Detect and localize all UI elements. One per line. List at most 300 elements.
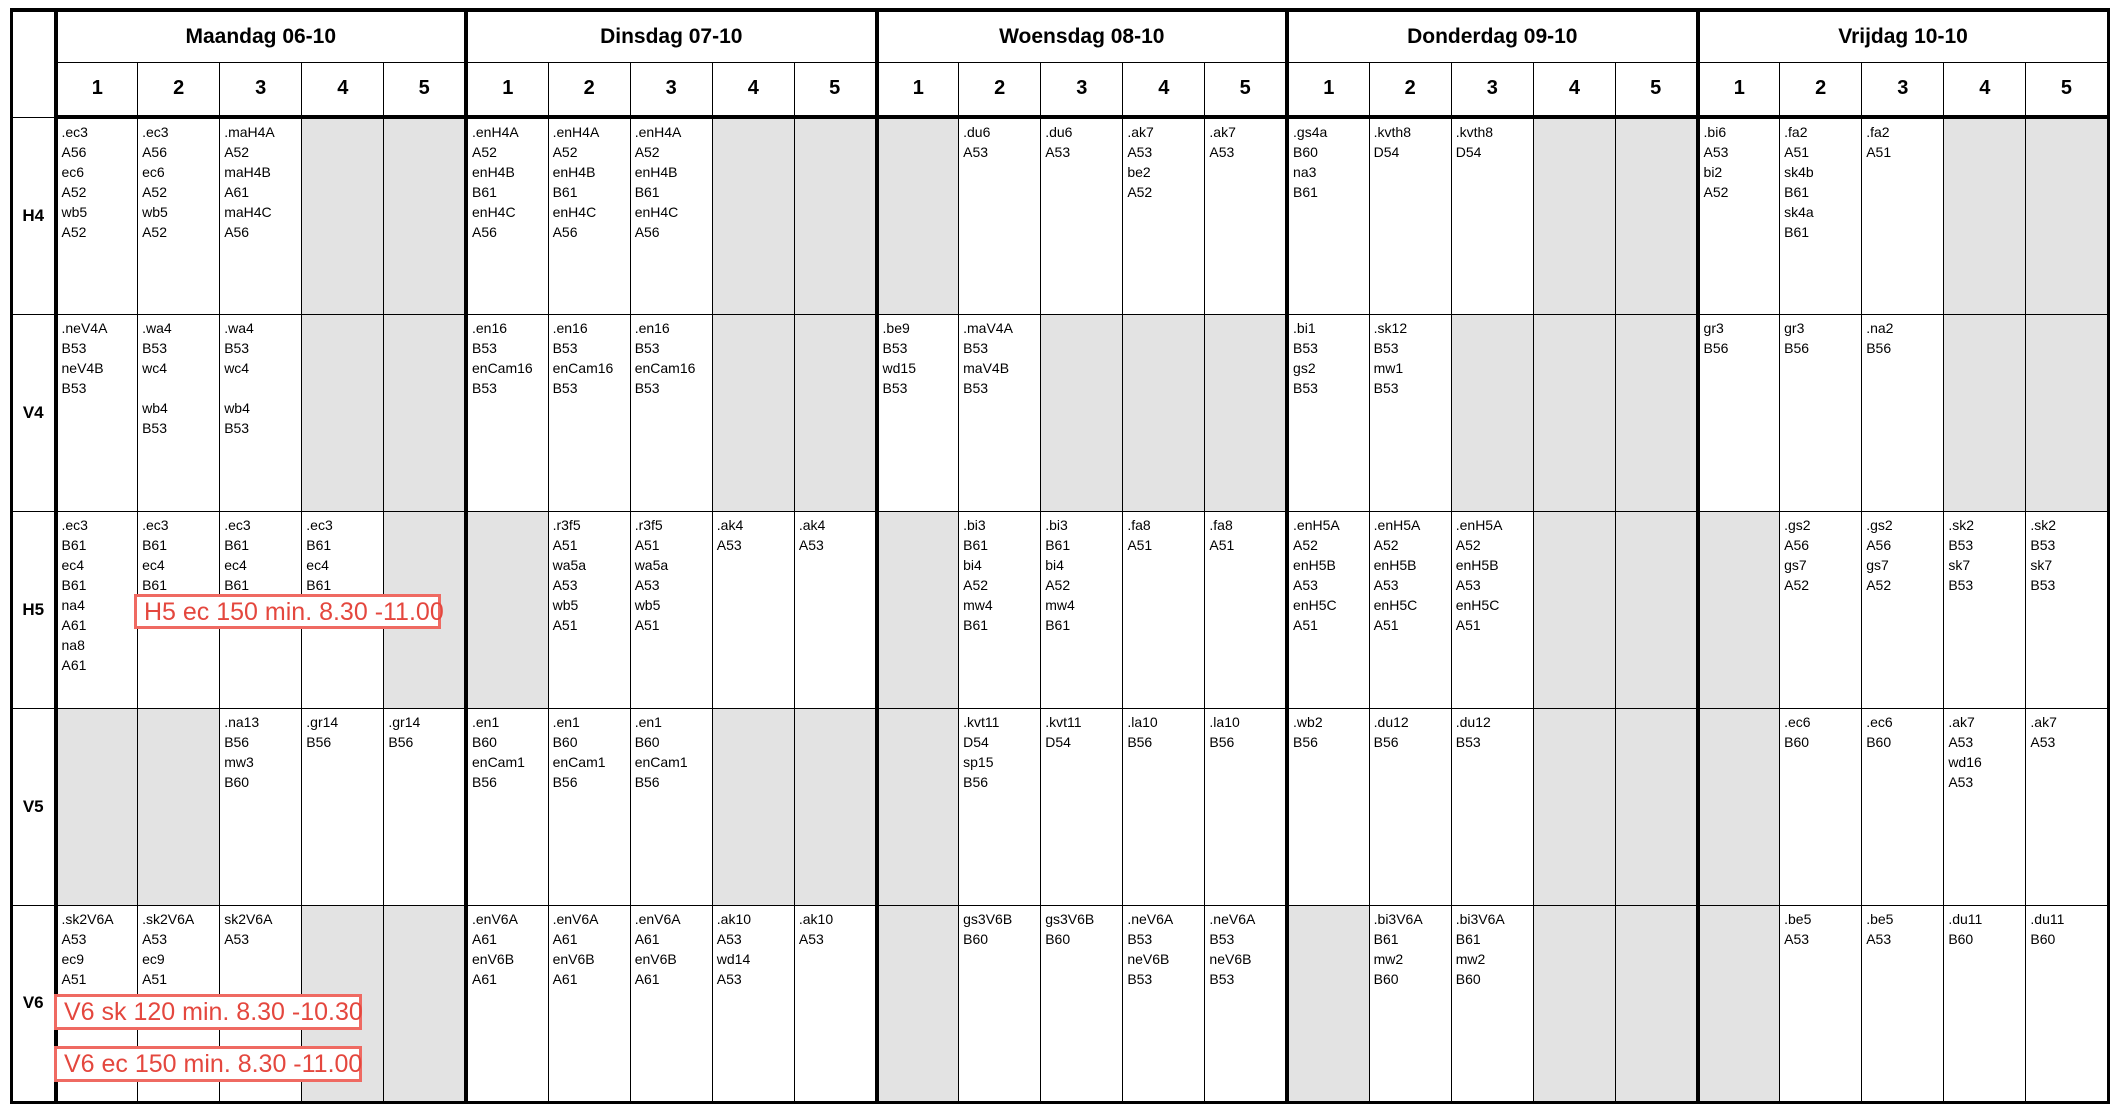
- exam-code: mw4: [1045, 596, 1075, 613]
- room-code: D54: [963, 733, 989, 750]
- room-code: A52: [1127, 184, 1153, 200]
- exam-code: bi4: [963, 556, 982, 573]
- exam-entry: [1293, 318, 1369, 358]
- period-number: 5: [1205, 62, 1287, 117]
- room-code: B56: [472, 773, 497, 790]
- room-code: A53: [1455, 576, 1481, 593]
- room-code: A52: [1045, 576, 1071, 593]
- exam-code: .du12: [1455, 713, 1491, 730]
- empty-slot: [2026, 117, 2108, 314]
- exam-code: ec4: [142, 556, 165, 573]
- room-code: B53: [1455, 733, 1481, 750]
- exam-slot: [1780, 314, 1862, 511]
- room-code: A61: [61, 656, 87, 673]
- exam-entry: [1374, 122, 1451, 162]
- exam-code: .kvth8: [1455, 124, 1494, 140]
- exam-entry: [62, 555, 138, 595]
- exam-entry: [1948, 712, 2025, 752]
- room-code: B53: [1373, 379, 1399, 396]
- room-code: B53: [882, 379, 908, 396]
- exam-code: wd14: [716, 950, 751, 967]
- exam-entry: [635, 712, 712, 752]
- exam-entry: [1456, 712, 1533, 752]
- exam-slot: [1287, 117, 1369, 314]
- exam-entry: [62, 318, 138, 358]
- exam-code: .wa4: [224, 319, 254, 336]
- exam-code: wb5: [142, 204, 168, 220]
- exam-entry: [142, 555, 219, 595]
- exam-code: .neV6A: [1127, 910, 1174, 927]
- exam-code: .be5: [1866, 910, 1894, 927]
- exam-code: .en1: [634, 713, 662, 730]
- exam-slot: [1780, 708, 1862, 905]
- empty-slot: [56, 708, 138, 905]
- exam-entry: [553, 162, 630, 202]
- room-code: B61: [61, 576, 87, 593]
- room-code: B61: [552, 184, 578, 200]
- exam-code: .bi3V6A: [1373, 910, 1423, 927]
- empty-slot: [1533, 117, 1615, 314]
- exam-slot: [220, 117, 302, 314]
- exam-entry: [1784, 909, 1861, 949]
- period-number: 1: [877, 62, 959, 117]
- exam-code: .kvth8: [1373, 124, 1411, 140]
- exam-entry: [1293, 555, 1369, 595]
- exam-schedule-table: [10, 8, 2110, 1104]
- exam-entry: [1374, 515, 1451, 555]
- exam-entry: [142, 358, 219, 398]
- exam-entry: [1045, 595, 1122, 635]
- room-code: A61: [61, 616, 87, 633]
- exam-entry: [635, 515, 712, 555]
- exam-entry: [553, 318, 630, 358]
- empty-slot: [1615, 708, 1697, 905]
- exam-code: maH4B: [224, 164, 271, 180]
- exam-code: wc4: [142, 359, 167, 376]
- exam-entry: [1948, 515, 2025, 555]
- room-code: B60: [1784, 733, 1810, 750]
- day-header: Woensdag 08-10: [877, 10, 1288, 62]
- exam-entry: [963, 712, 1040, 752]
- room-code: B53: [1948, 536, 1974, 553]
- room-code: A53: [2030, 733, 2056, 750]
- exam-code: .la10: [1127, 713, 1158, 730]
- exam-slot: [959, 511, 1041, 708]
- exam-entry: [635, 555, 712, 595]
- exam-entry: [1293, 712, 1369, 752]
- empty-slot: [138, 708, 220, 905]
- exam-entry: [472, 122, 548, 162]
- room-code: B56: [963, 773, 989, 790]
- exam-entry: [224, 202, 301, 242]
- exam-code: gs7: [1866, 556, 1889, 573]
- exam-slot: [630, 905, 712, 1102]
- class-row: [12, 314, 2109, 511]
- room-code: A56: [1784, 536, 1810, 553]
- exam-entry: [1784, 202, 1861, 242]
- period-number: 5: [2026, 62, 2108, 117]
- period-header-row: [12, 62, 2109, 117]
- exam-code: mw2: [1455, 950, 1486, 967]
- exam-slot: [1205, 905, 1287, 1102]
- empty-slot: [384, 314, 466, 511]
- room-code: A51: [1127, 536, 1153, 553]
- class-row-label: V5: [12, 708, 56, 905]
- exam-code: ec9: [61, 950, 85, 967]
- exam-code: enCam16: [472, 359, 533, 376]
- exam-code: .fa2: [1866, 124, 1890, 140]
- room-code: A53: [61, 930, 87, 947]
- empty-slot: [877, 117, 959, 314]
- exam-entry: [2030, 515, 2106, 555]
- room-code: B53: [61, 379, 87, 396]
- exam-entry: [635, 318, 712, 358]
- exam-code: .ec6: [1784, 713, 1811, 730]
- exam-code: sk4a: [1784, 204, 1814, 220]
- exam-entry: [142, 318, 219, 358]
- exam-entry: [224, 318, 301, 358]
- exam-slot: [1862, 708, 1944, 905]
- exam-slot: [1123, 511, 1205, 708]
- room-code: A53: [1127, 144, 1153, 160]
- corner-cell: [12, 10, 56, 117]
- exam-code: sk4b: [1784, 164, 1814, 180]
- exam-slot: [1451, 905, 1533, 1102]
- period-number: 1: [1698, 62, 1780, 117]
- exam-code: .maV4A: [963, 319, 1013, 336]
- exam-entry: [1456, 949, 1533, 989]
- exam-entry: [1704, 162, 1780, 202]
- exam-slot: [1944, 708, 2026, 905]
- exam-slot: [1041, 905, 1123, 1102]
- room-code: A53: [963, 144, 989, 160]
- exam-entry: [963, 555, 1040, 595]
- period-number: 4: [302, 62, 384, 117]
- exam-slot: [56, 511, 138, 708]
- room-code: A52: [142, 224, 168, 240]
- exam-code: .be9: [882, 319, 910, 336]
- exam-entry: [963, 909, 1040, 949]
- empty-slot: [1944, 117, 2026, 314]
- room-code: A52: [1866, 576, 1892, 593]
- exam-slot: [1862, 314, 1944, 511]
- exam-code: maH4C: [224, 204, 272, 220]
- empty-slot: [384, 117, 466, 314]
- room-code: B56: [306, 733, 332, 750]
- exam-code: .ak7: [1127, 124, 1154, 140]
- room-code: B53: [634, 339, 660, 356]
- exam-entry: [62, 122, 138, 162]
- room-code: D54: [1455, 144, 1482, 160]
- period-number: 1: [1287, 62, 1369, 117]
- exam-code: enV6B: [634, 950, 677, 967]
- exam-entry: [553, 202, 630, 242]
- exam-code: .enH4A: [552, 124, 600, 140]
- exam-entry: [62, 358, 138, 398]
- exam-code: .enH4A: [472, 124, 519, 140]
- period-number: 2: [1369, 62, 1451, 117]
- room-code: B61: [1784, 184, 1810, 200]
- exam-code: enV6B: [552, 950, 595, 967]
- exam-code: enH4B: [634, 164, 678, 180]
- exam-entry: [1374, 909, 1451, 949]
- exam-slot: [959, 314, 1041, 511]
- exam-entry: [1456, 515, 1533, 555]
- exam-slot: [138, 314, 220, 511]
- room-code: B61: [1455, 930, 1481, 947]
- room-code: B53: [1948, 576, 1974, 593]
- exam-code: .gr14: [306, 713, 339, 730]
- exam-entry: [472, 949, 548, 989]
- room-code: B61: [472, 184, 497, 200]
- exam-entry: [1374, 595, 1451, 635]
- exam-entry: [553, 949, 630, 989]
- room-code: A53: [1373, 576, 1399, 593]
- room-code: A53: [1948, 773, 1974, 790]
- day-header: Vrijdag 10-10: [1698, 10, 2109, 62]
- room-code: B53: [472, 379, 497, 396]
- empty-slot: [1451, 314, 1533, 511]
- room-code: B56: [1703, 339, 1729, 356]
- period-number: 3: [1451, 62, 1533, 117]
- room-code: A51: [1373, 616, 1399, 633]
- room-code: A52: [1293, 536, 1318, 553]
- exam-slot: [466, 905, 548, 1102]
- exam-entry: [1045, 909, 1122, 949]
- exam-code: .fa2: [1784, 124, 1808, 140]
- exam-code: enV6B: [472, 950, 515, 967]
- exam-slot: [1862, 905, 1944, 1102]
- exam-entry: [1127, 909, 1204, 949]
- room-code: [224, 378, 301, 398]
- exam-entry: [963, 752, 1040, 792]
- room-code: A52: [472, 144, 497, 160]
- room-code: B53: [1127, 930, 1153, 947]
- exam-entry: [1374, 555, 1451, 595]
- exam-entry: [717, 909, 794, 949]
- exam-slot: [466, 314, 548, 511]
- exam-code: gs2: [1293, 359, 1316, 376]
- room-code: A53: [1293, 576, 1318, 593]
- exam-entry: [1127, 162, 1204, 202]
- period-number: 5: [384, 62, 466, 117]
- exam-code: ec4: [306, 556, 329, 573]
- exam-entry: [1293, 162, 1369, 202]
- exam-slot: [1780, 117, 1862, 314]
- exam-code: .be5: [1784, 910, 1812, 927]
- room-code: A53: [1784, 930, 1810, 947]
- room-code: B60: [1373, 970, 1399, 987]
- exam-entry: [553, 122, 630, 162]
- exam-slot: [1041, 117, 1123, 314]
- exam-slot: [1451, 708, 1533, 905]
- exam-code: .enH5A: [1455, 516, 1503, 533]
- room-code: [142, 378, 219, 398]
- exam-slot: [712, 905, 794, 1102]
- room-code: B60: [1455, 970, 1481, 987]
- exam-slot: [712, 511, 794, 708]
- exam-code: .gs4a: [1293, 124, 1328, 140]
- annotation-v6-sk: V6 sk 120 min. 8.30 -10.30: [54, 994, 362, 1030]
- room-code: A51: [142, 970, 168, 987]
- room-code: B56: [1209, 733, 1235, 750]
- exam-code: .du6: [963, 124, 991, 140]
- exam-slot: [1780, 511, 1862, 708]
- room-code: B53: [2030, 536, 2056, 553]
- room-code: A53: [1703, 144, 1729, 160]
- exam-entry: [1866, 318, 1943, 358]
- period-number: 4: [712, 62, 794, 117]
- exam-code: wd16: [1948, 753, 1982, 770]
- exam-code: .enV6A: [634, 910, 681, 927]
- exam-entry: [62, 202, 138, 242]
- room-code: B61: [142, 576, 168, 593]
- exam-code: .ak4: [798, 516, 826, 533]
- room-code: B61: [306, 536, 332, 553]
- exam-entry: [224, 122, 301, 162]
- exam-slot: [548, 314, 630, 511]
- exam-entry: [1209, 712, 1285, 752]
- room-code: B53: [61, 339, 87, 356]
- exam-code: neV4B: [61, 359, 104, 376]
- room-code: B56: [552, 773, 578, 790]
- day-header-row: [12, 10, 2109, 62]
- exam-code: .ec3: [61, 516, 88, 533]
- empty-slot: [1698, 511, 1780, 708]
- room-code: A56: [224, 224, 250, 240]
- exam-entry: [883, 358, 959, 398]
- room-code: B56: [1293, 733, 1318, 750]
- room-code: B60: [1948, 930, 1974, 947]
- exam-code: enCam1: [552, 753, 606, 770]
- room-code: B53: [142, 419, 168, 436]
- exam-code: wb5: [552, 596, 579, 613]
- exam-entry: [1456, 909, 1533, 949]
- exam-entry: [1045, 712, 1122, 752]
- exam-code: mw4: [963, 596, 993, 613]
- exam-code: .sk2: [1948, 516, 1974, 533]
- exam-code: enH5B: [1293, 556, 1336, 573]
- exam-code: enH4C: [552, 204, 597, 220]
- room-code: B61: [224, 576, 250, 593]
- exam-slot: [2026, 511, 2108, 708]
- exam-code: .gs2: [1784, 516, 1811, 533]
- period-number: 3: [1862, 62, 1944, 117]
- exam-entry: [635, 202, 712, 242]
- exam-code: ec4: [61, 556, 85, 573]
- exam-slot: [1041, 511, 1123, 708]
- exam-slot: [138, 117, 220, 314]
- period-number: 2: [548, 62, 630, 117]
- room-code: A53: [798, 930, 824, 947]
- exam-code: .ec3: [224, 516, 251, 533]
- room-code: B53: [552, 339, 578, 356]
- room-code: B60: [224, 773, 250, 790]
- room-code: A61: [552, 930, 578, 947]
- exam-entry: [1866, 515, 1943, 555]
- exam-code: mw1: [1373, 359, 1404, 376]
- empty-slot: [2026, 314, 2108, 511]
- exam-code: sk7: [2030, 556, 2053, 573]
- exam-entry: [224, 398, 301, 438]
- empty-slot: [1698, 905, 1780, 1102]
- exam-code: neV6B: [1209, 950, 1252, 967]
- exam-code: bi4: [1045, 556, 1064, 573]
- room-code: A53: [716, 930, 742, 947]
- room-code: B61: [61, 536, 87, 553]
- exam-code: sp15: [963, 753, 994, 770]
- exam-code: wb5: [634, 596, 661, 613]
- empty-slot: [1041, 314, 1123, 511]
- room-code: A51: [1455, 616, 1481, 633]
- room-code: A56: [1866, 536, 1892, 553]
- exam-entry: [799, 909, 875, 949]
- exam-entry: [472, 909, 548, 949]
- period-number: 2: [138, 62, 220, 117]
- room-code: A52: [1455, 536, 1481, 553]
- room-code: A56: [61, 144, 87, 160]
- room-code: A51: [1293, 616, 1318, 633]
- exam-entry: [62, 162, 138, 202]
- room-code: A52: [1784, 576, 1810, 593]
- exam-code: wb4: [142, 399, 168, 416]
- exam-entry: [1456, 595, 1533, 635]
- exam-slot: [959, 117, 1041, 314]
- exam-slot: [1698, 117, 1780, 314]
- exam-code: .en1: [552, 713, 580, 730]
- exam-code: enCam1: [472, 753, 525, 770]
- exam-entry: [142, 202, 219, 242]
- exam-code: .fa8: [1209, 516, 1233, 533]
- exam-code: .r3f5: [634, 516, 663, 533]
- exam-entry: [963, 595, 1040, 635]
- exam-code: wc4: [224, 359, 250, 376]
- exam-slot: [1205, 708, 1287, 905]
- exam-code: .ak7: [1209, 124, 1236, 140]
- exam-slot: [1369, 511, 1451, 708]
- exam-code: .maH4A: [224, 124, 275, 140]
- room-code: A53: [224, 930, 250, 947]
- empty-slot: [1944, 314, 2026, 511]
- exam-code: ec4: [224, 556, 247, 573]
- exam-entry: [1704, 122, 1780, 162]
- exam-slot: [1123, 117, 1205, 314]
- exam-code: na8: [61, 636, 85, 653]
- exam-code: enH5B: [1455, 556, 1499, 573]
- exam-code: .bi3: [963, 516, 986, 533]
- exam-code: .kvt11: [1045, 713, 1082, 730]
- exam-code: .wb2: [1293, 713, 1323, 730]
- exam-code: .ec3: [142, 124, 169, 140]
- exam-slot: [384, 708, 466, 905]
- exam-code: .ak7: [1948, 713, 1975, 730]
- exam-entry: [635, 752, 712, 792]
- room-code: B60: [1293, 144, 1318, 160]
- room-code: B56: [224, 733, 250, 750]
- exam-entry: [1948, 555, 2025, 595]
- exam-entry: [1293, 515, 1369, 555]
- exam-entry: [1374, 318, 1451, 358]
- exam-code: enH5C: [1455, 596, 1500, 613]
- room-code: A53: [798, 536, 824, 553]
- room-code: A56: [552, 224, 578, 240]
- exam-slot: [794, 511, 876, 708]
- exam-entry: [883, 318, 959, 358]
- room-code: A61: [634, 970, 660, 987]
- room-code: A61: [472, 970, 497, 987]
- exam-entry: [224, 909, 301, 949]
- exam-entry: [553, 358, 630, 398]
